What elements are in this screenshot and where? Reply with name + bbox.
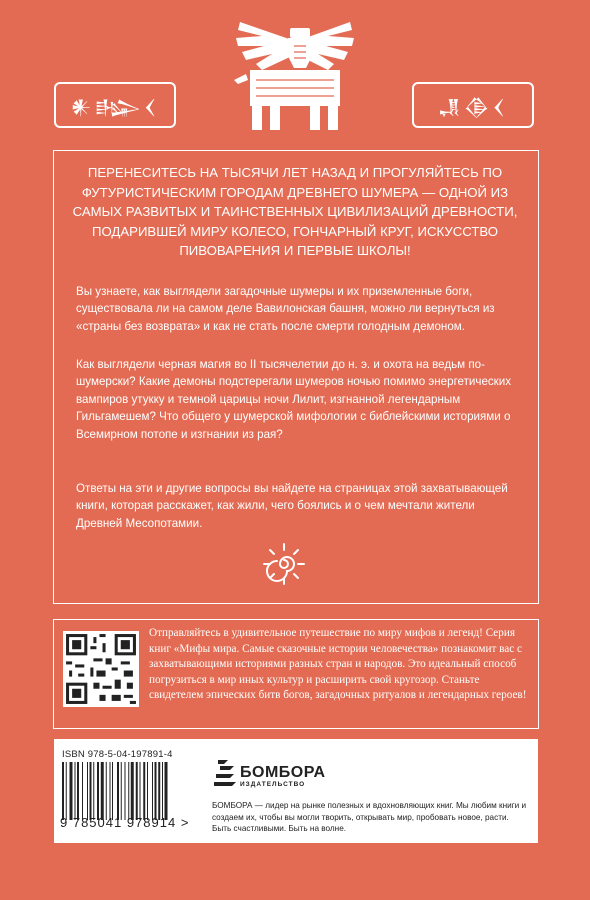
qr-code[interactable] [63, 631, 139, 707]
publisher-name: БОМБОРА [240, 764, 326, 781]
series-promo-text: Отправляйтесь в удивительное путешествие по миру мифов и легенд! Серия книг «Мифы мира. Самые сказочные истории человечества» познакомит вас с захватывающими историями разных стран и народов. Это идеальный способ погрузиться в мир иных культур и расширить свой кругозор. Станьте свидетелем эпических битв богов, загадочных ритуалов и легендарных героев! [149, 627, 527, 702]
lead-text: ПЕРЕНЕСИТЕСЬ НА ТЫСЯЧИ ЛЕТ НАЗАД И ПРОГУЛЯЙТЕСЬ ПО ФУТУРИСТИЧЕСКИМ ГОРОДАМ ДРЕВНЕГО ШУМЕРА — ОДНОЙ ИЗ САМЫХ РАЗВИТЫХ И ТАИНСТВЕННЫХ ЦИВИЛИЗАЦИЙ ДРЕВНОСТИ, ПОДАРИВШЕЙ МИРУ КОЛЕСО, ГОНЧАРНЫЙ КРУГ, ИСКУССТВО ПИВОВАРЕНИЯ И ПЕРВЫЕ ШКОЛЫ! [72, 165, 518, 259]
paragraph-2: Как выглядели черная магия во II тысячелетии до н. э. и охота на ведьм по-шумерски? Какие демоны подстерегали шумеров ночью помимо энергетических вампиров утукку и темной царицы ночи Лилит, изгнанной легендарным Гильгамешем? Что общего у шумерской мифологии с библейскими историями о Всемирном потопе и изгнании из рая? [76, 358, 512, 441]
cuneiform-cartouche-left: 𒀭𒈗𒌋 [54, 82, 176, 128]
barcode-digits: 9 785041 978914 > [60, 815, 190, 830]
paragraph-1: Вы узнаете, как выглядели загадочные шумеры и их приземленные боги, существовала ли на самом деле Вавилонская башня, можно ли вернуться из «страны без возврата» и как не стать после смерти голодным демоном. [76, 285, 495, 333]
barcode-icon [62, 762, 200, 820]
cuneiform-cartouche-right: 𒂗𒆠𒌋 [412, 82, 534, 128]
publisher-description: БОМБОРА — лидер на рынке полезных и вдохновляющих книг. Мы любим книги и создаем их, чтобы вы могли творить, открывать мир, пробовать новое, расти. Быть счастливыми. Быть на волне. [212, 801, 527, 834]
qr-code-icon [63, 631, 139, 707]
isbn-label: ISBN 978-5-04-197891-4 [62, 749, 173, 760]
paragraph-3: Ответы на эти и другие вопросы вы найдете на страницах этой захватывающей книги, которая расскажет, как жили, чего боялись и о чем мечтали жители Древней Месопотамии. [76, 482, 508, 530]
sun-spiral-icon [260, 540, 308, 588]
publisher-subtitle: ИЗДАТЕЛЬСТВО [240, 781, 306, 788]
